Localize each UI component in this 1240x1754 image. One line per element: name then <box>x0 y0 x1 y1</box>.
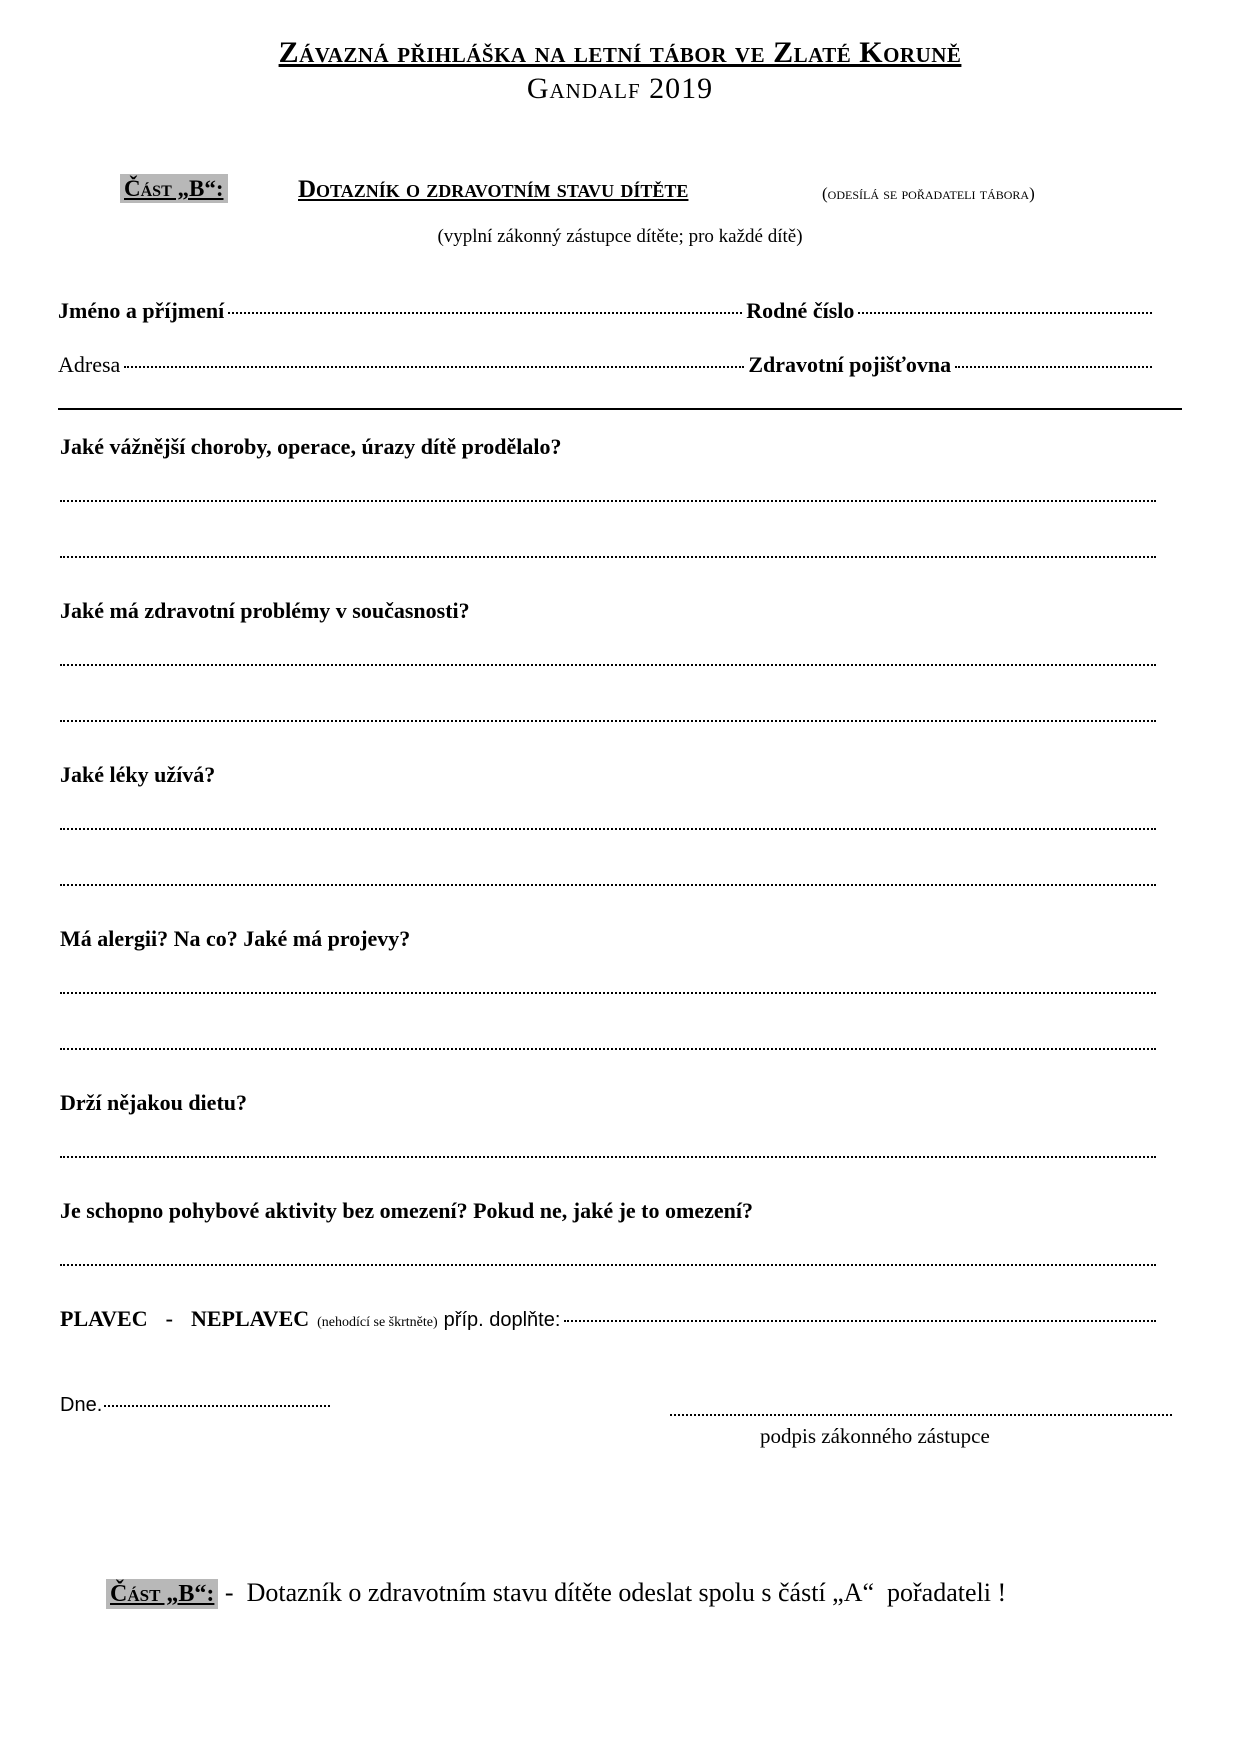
section-note: (odesílá se pořadateli tábora) <box>822 184 1035 203</box>
signature-label: podpis zákonného zástupce <box>760 1424 990 1448</box>
part-b-badge: Část „B“: <box>120 174 228 203</box>
birth-number-field[interactable] <box>858 311 1152 314</box>
answer-line[interactable] <box>60 1156 1156 1158</box>
question-illnesses: Jaké vážnější choroby, operace, úrazy dítě prodělalo? <box>60 434 562 459</box>
swim-separator: - <box>165 1306 173 1331</box>
swimmer-option[interactable]: PLAVEC <box>60 1306 148 1331</box>
date-label: Dne. <box>60 1394 103 1416</box>
swim-fill-field[interactable] <box>564 1319 1156 1322</box>
answer-line[interactable] <box>60 828 1156 830</box>
name-label: Jméno a příjmení <box>58 298 225 323</box>
answer-line[interactable] <box>60 500 1156 502</box>
form-subtitle: Gandalf 2019 <box>526 72 714 105</box>
date-row <box>60 1394 330 1417</box>
non-swimmer-option[interactable]: NEPLAVEC <box>190 1306 310 1331</box>
question-current-problems: Jaké má zdravotní problémy v současnosti? <box>60 598 470 623</box>
name-field[interactable] <box>228 311 742 314</box>
answer-line[interactable] <box>60 992 1156 994</box>
section-title: Dotazník o zdravotním stavu dítěte <box>298 176 689 203</box>
swim-fill-label: příp. doplňte: <box>443 1309 561 1331</box>
divider <box>58 408 1182 410</box>
answer-line[interactable] <box>60 556 1156 558</box>
question-diet: Drží nějakou dietu? <box>60 1090 247 1115</box>
name-row <box>58 298 1156 324</box>
birth-number-label: Rodné číslo <box>746 298 855 323</box>
footer-note <box>106 1578 1006 1608</box>
question-physical-activity: Je schopno pohybové aktivity bez omezení? Pokud ne, jaké je to omezení? <box>60 1198 753 1223</box>
question-medication: Jaké léky užívá? <box>60 762 216 787</box>
answer-line[interactable] <box>60 1048 1156 1050</box>
insurance-field[interactable] <box>955 365 1152 368</box>
signature-field[interactable] <box>670 1414 1172 1416</box>
part-b-label <box>120 176 228 202</box>
question-allergies: Má alergii? Na co? Jaké má projevy? <box>60 926 411 951</box>
date-field[interactable] <box>104 1404 330 1407</box>
answer-line[interactable] <box>60 1264 1156 1266</box>
address-row <box>58 352 1156 378</box>
address-field[interactable] <box>124 365 744 368</box>
swimming-row <box>60 1306 1156 1332</box>
form-title: Závazná přihláška na letní tábor ve Zlaté Koruně <box>278 36 962 69</box>
swim-note: (nehodící se škrtněte) <box>317 1315 438 1330</box>
footer-part-badge: Část „B“: <box>106 1579 218 1609</box>
address-label: Adresa <box>58 352 121 377</box>
footer-text: - Dotazník o zdravotním stavu dítěte odeslat spolu s částí „A“ pořadateli ! <box>218 1578 1007 1607</box>
answer-line[interactable] <box>60 664 1156 666</box>
insurance-label: Zdravotní pojišťovna <box>748 352 952 377</box>
answer-line[interactable] <box>60 884 1156 886</box>
section-subnote: (vyplní zákonný zástupce dítěte; pro každé dítě) <box>437 226 803 247</box>
answer-line[interactable] <box>60 720 1156 722</box>
